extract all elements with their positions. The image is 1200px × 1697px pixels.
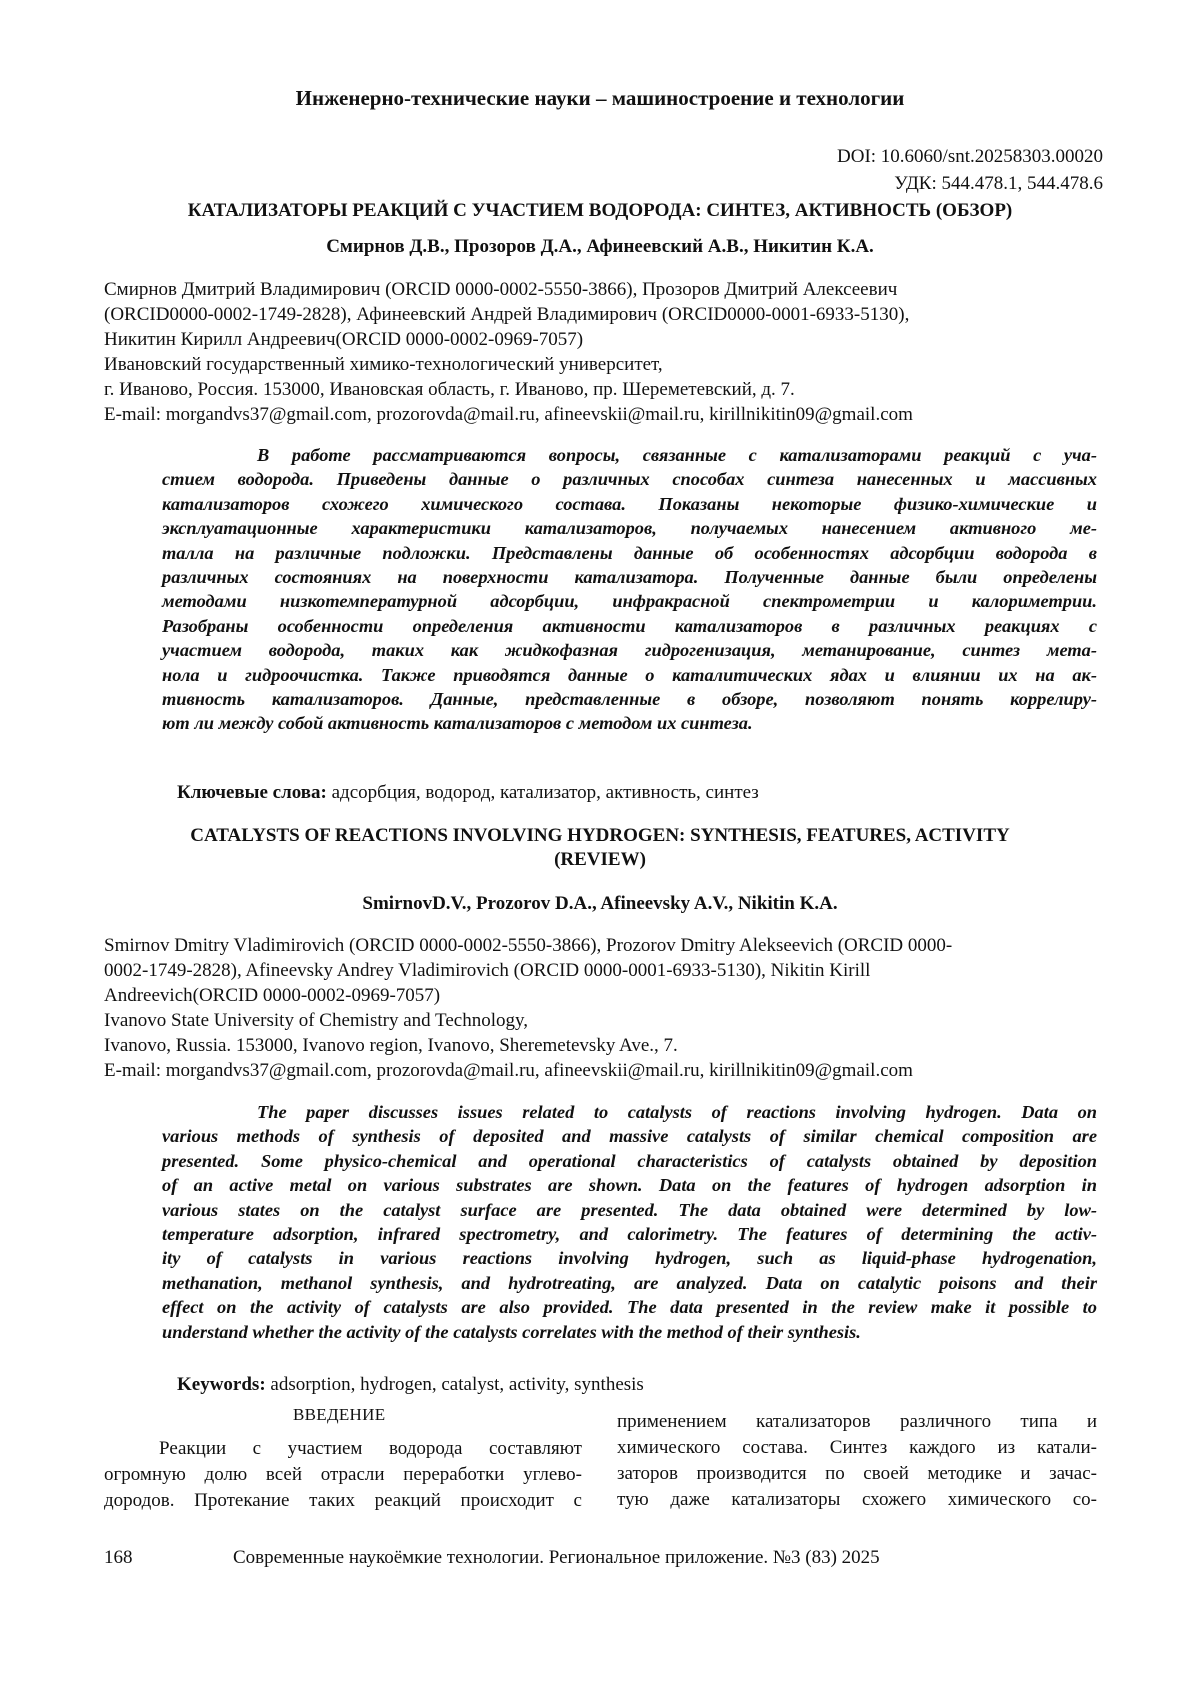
en-affiliation-line: Smirnov Dmitry Vladimirovich (ORCID 0000-0002-5550-3866), Prozorov Dmitry Alekseevich (ORCID 0000- [104, 935, 953, 956]
en-abstract-line: of an active metal on various substrates are shown. Data on the features of hydrogen adsorption in [162, 1175, 1097, 1196]
ru-abstract-line: различных состояниях на поверхности катализатора. Полученные данные были определены [162, 566, 1097, 587]
en-abstract-line: The paper discusses issues related to catalysts of reactions involving hydrogen. Data on [257, 1102, 1097, 1122]
doi-block [837, 143, 1103, 197]
ru-abstract-line: ют ли между собой активность катализаторов с методом их синтеза. [162, 713, 753, 734]
ru-authors: Смирнов Д.В., Прозоров Д.А., Афинеевский А.В., Никитин К.А. [326, 236, 874, 257]
ru-abstract-line: методами низкотемпературной адсорбции, инфракрасной спектрометрии и калориметрии. [162, 591, 1097, 612]
body-line: заторов производится по своей методике и зачас- [617, 1463, 1097, 1484]
ru-abstract-line: Разобраны особенности определения активности катализаторов в различных реакциях с [162, 615, 1097, 636]
ru-abstract-line: эксплуатационные характеристики катализаторов, получаемых нанесением активного ме- [162, 518, 1097, 539]
en-abstract-line: temperature adsorption, infrared spectrometry, and calorimetry. The features of determining the activ- [162, 1223, 1097, 1244]
ru-abstract-line: талла на различные подложки. Представлены данные об особенностях адсорбции водорода в [162, 542, 1097, 563]
en-keywords-list: adsorption, hydrogen, catalyst, activity, synthesis [265, 1374, 644, 1395]
en-abstract-line: methanation, methanol synthesis, and hydrotreating, are analyzed. Data on catalytic poisons and their [162, 1272, 1097, 1293]
ru-affiliation-line: Смирнов Дмитрий Владимирович (ORCID 0000-0002-5550-3866), Прозоров Дмитрий Алексеевич [104, 279, 898, 300]
body-line: химического состава. Синтез каждого из катали- [617, 1437, 1097, 1458]
ru-abstract-line: нола и гидроочистка. Также приводятся данные о каталитических ядах и влиянии их на ак- [162, 664, 1097, 685]
ru-affiliation-line: г. Иваново, Россия. 153000, Ивановская область, г. Иваново, пр. Шереметевский, д. 7. [104, 379, 795, 400]
en-keywords [177, 1374, 644, 1396]
en-abstract-line: various methods of synthesis of deposited and massive catalysts of similar chemical composition are [162, 1126, 1097, 1147]
introduction-heading: ВВЕДЕНИЕ [293, 1405, 386, 1424]
body-line: Реакции с участием водорода составляют [159, 1438, 582, 1459]
body-line: применением катализаторов различного типа и [617, 1411, 1097, 1432]
en-abstract-line: understand whether the activity of the catalysts correlates with the method of their synthesis. [162, 1321, 861, 1342]
en-affiliation-line: Andreevich(ORCID 0000-0002-0969-7057) [104, 985, 441, 1006]
en-title-line: CATALYSTS OF REACTIONS INVOLVING HYDROGEN: SYNTHESIS, FEATURES, ACTIVITY [190, 825, 1010, 846]
ru-abstract [162, 443, 1097, 736]
doi[interactable]: DOI: 10.6060/snt.20258303.00020 [837, 146, 1103, 167]
en-title-line: (REVIEW) [554, 849, 646, 870]
section-heading: Инженерно-технические науки – машиностроение и технологии [295, 86, 905, 110]
ru-keywords-label: Ключевые слова: [177, 782, 327, 803]
en-affiliation-line: Ivanovo State University of Chemistry and Technology, [104, 1010, 528, 1031]
en-keywords-label: Keywords: [177, 1374, 266, 1395]
en-authors: SmirnovD.V., Prozorov D.A., Afineevsky A.V., Nikitin K.A. [362, 893, 838, 914]
journal-footer: Современные наукоёмкие технологии. Региональное приложение. №3 (83) 2025 [233, 1547, 880, 1568]
ru-affiliation-line: (ORCID0000-0002-1749-2828), Афинеевский Андрей Владимирович (ORCID0000-0001-6933-5130), [104, 304, 910, 325]
ru-keywords-list: адсорбция, водород, катализатор, активность, синтез [326, 782, 759, 803]
body-line: огромную долю всей отрасли переработки углево- [104, 1464, 582, 1485]
body-right-column [617, 1409, 1097, 1513]
ru-abstract-line: стием водорода. Приведены данные о различных способах синтеза нанесенных и массивных [162, 469, 1097, 490]
en-abstract-line: effect on the activity of catalysts are also provided. The data presented in the review make it possible to [162, 1297, 1097, 1318]
ru-title: КАТАЛИЗАТОРЫ РЕАКЦИЙ С УЧАСТИЕМ ВОДОРОДА: СИНТЕЗ, АКТИВНОСТЬ (ОБЗОР) [187, 200, 1013, 221]
en-abstract-line: ity of catalysts in various reactions involving hydrogen, such as liquid-phase hydrogenation, [162, 1248, 1097, 1269]
ru-affiliation-line: Ивановский государственный химико-технологический университет, [104, 354, 663, 375]
page-number: 168 [104, 1547, 133, 1568]
en-abstract-line: various states on the catalyst surface are presented. The data obtained were determined by low- [162, 1199, 1097, 1220]
en-affiliation [104, 933, 1104, 1083]
body-line: дородов. Протекание таких реакций происходит с [104, 1490, 582, 1511]
ru-affiliation-line: Никитин Кирилл Андреевич(ORCID 0000-0002-0969-7057) [104, 329, 584, 350]
ru-abstract-line: катализаторов схожего химического состава. Показаны некоторые физико-химические и [162, 493, 1097, 514]
udk: УДК: 544.478.1, 544.478.6 [894, 173, 1103, 194]
body-left-column [104, 1436, 582, 1514]
body-line: тую даже катализаторы схожего химического со- [617, 1489, 1097, 1510]
ru-email-line[interactable]: E-mail: morgandvs37@gmail.com, prozorovda@mail.ru, afineevskii@mail.ru, kirillnikitin09@gmail.com [104, 404, 913, 425]
en-abstract [162, 1100, 1097, 1344]
ru-abstract-line: тивность катализаторов. Данные, представленные в обзоре, позволяют понять коррелиру- [162, 688, 1097, 709]
en-title [100, 824, 1100, 872]
ru-affiliation [104, 277, 1104, 427]
en-affiliation-line: Ivanovo, Russia. 153000, Ivanovo region, Ivanovo, Sheremetevsky Ave., 7. [104, 1035, 678, 1056]
ru-abstract-line: В работе рассматриваются вопросы, связанные с катализаторами реакций с уча- [257, 445, 1097, 465]
en-affiliation-line: 0002-1749-2828), Afineevsky Andrey Vladimirovich (ORCID 0000-0001-6933-5130), Nikitin Kirill [104, 960, 871, 981]
ru-keywords [177, 782, 759, 804]
ru-abstract-line: участием водорода, таких как жидкофазная гидрогенизация, метанирование, синтез мета- [162, 640, 1097, 661]
en-abstract-line: presented. Some physico-chemical and operational characteristics of catalysts obtained by deposition [162, 1150, 1097, 1171]
en-email-line[interactable]: E-mail: morgandvs37@gmail.com, prozorovda@mail.ru, afineevskii@mail.ru, kirillnikitin09@gmail.com [104, 1060, 913, 1081]
